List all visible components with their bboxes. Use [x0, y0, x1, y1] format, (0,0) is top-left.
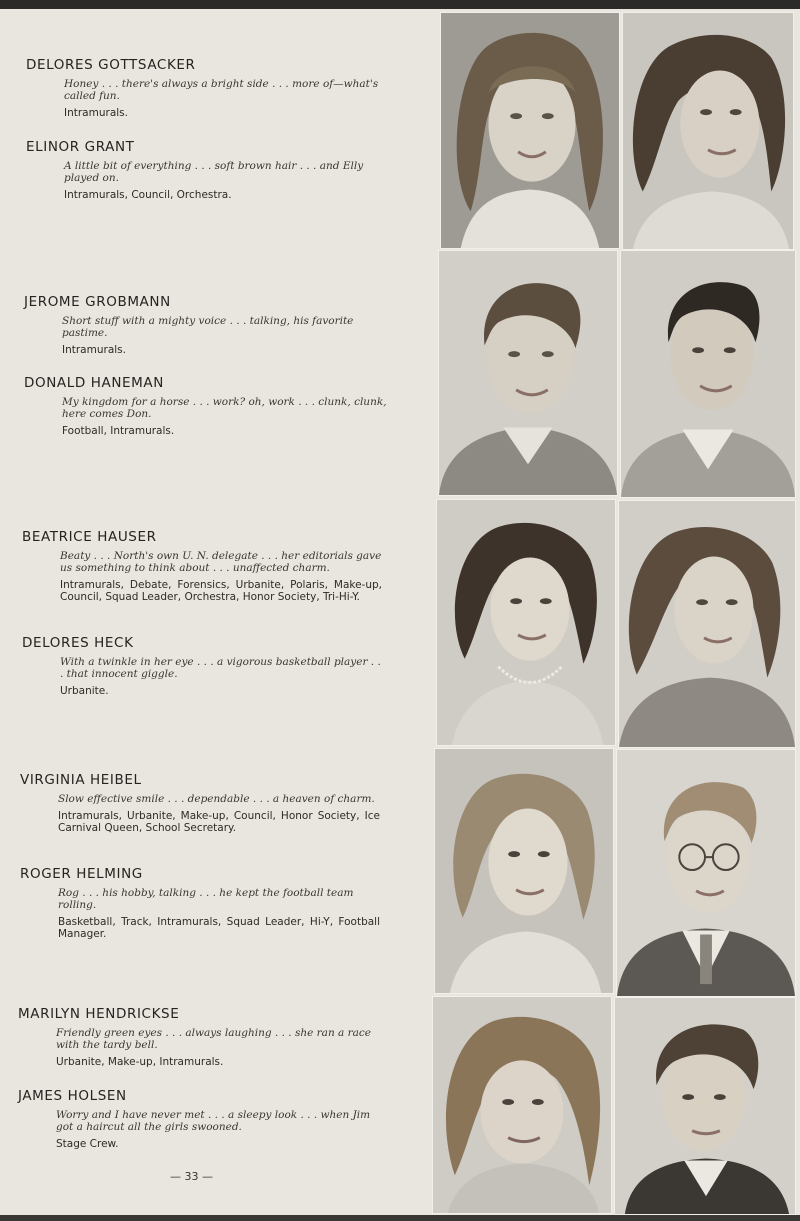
entry-holsen	[18, 1088, 388, 1150]
student-activities: Basketball, Track, Intramurals, Squad Leader, Hi-Y, Football Manager.	[58, 916, 380, 940]
student-name: JAMES HOLSEN	[18, 1088, 127, 1104]
portrait-photo-heibel	[434, 748, 614, 994]
student-activities: Urbanite.	[60, 685, 109, 697]
portrait-photo-helming	[616, 749, 796, 997]
student-activities: Stage Crew.	[56, 1138, 119, 1150]
student-activities: Intramurals, Urbanite, Make-up, Council, Honor Society, Ice Carnival Queen, School Secretary.	[58, 810, 380, 834]
portrait-photo-heck	[618, 500, 796, 748]
student-quote: A little bit of everything . . . soft brown hair . . . and Elly played on.	[64, 160, 364, 184]
student-quote: Rog . . . his hobby, talking . . . he kept the football team rolling.	[58, 887, 354, 911]
student-name: MARILYN HENDRICKSE	[18, 1006, 180, 1022]
scan-top-edge	[0, 0, 800, 9]
student-quote: Worry and I have never met . . . a sleepy look . . . when Jim got a haircut all the girls swooned.	[56, 1109, 371, 1133]
student-name: DONALD HANEMAN	[24, 375, 164, 391]
student-name: JEROME GROBMANN	[24, 294, 171, 310]
portrait-photo-haneman	[620, 250, 796, 498]
entry-haneman	[24, 375, 394, 437]
student-name: ROGER HELMING	[20, 866, 143, 882]
student-quote: My kingdom for a horse . . . work? oh, work . . . clunk, clunk, here comes Don.	[62, 396, 387, 420]
student-quote: With a twinkle in her eye . . . a vigorous basketball player . . . that innocent giggle.	[60, 656, 381, 680]
entry-hendrickse	[18, 1006, 388, 1068]
student-quote: Beaty . . . North's own U. N. delegate . . . her editorials gave us something to think about . . . unaffected charm.	[60, 550, 382, 574]
text-column	[0, 9, 436, 1215]
entry-helming	[20, 866, 390, 940]
student-activities: Intramurals.	[64, 107, 128, 119]
student-name: BEATRICE HAUSER	[22, 529, 157, 545]
entry-grobmann	[24, 294, 394, 356]
student-name: DELORES HECK	[22, 635, 134, 651]
student-activities: Intramurals.	[62, 344, 126, 356]
student-quote: Short stuff with a mighty voice . . . talking, his favorite pastime.	[62, 315, 354, 339]
student-name: DELORES GOTTSACKER	[26, 57, 196, 73]
student-activities: Football, Intramurals.	[62, 425, 175, 437]
portrait-photo-hendrickse	[432, 996, 612, 1214]
student-quote: Friendly green eyes . . . always laughing . . . she ran a race with the tardy bell.	[56, 1027, 372, 1051]
scan-bottom-edge	[0, 1215, 800, 1221]
student-name: ELINOR GRANT	[26, 139, 135, 155]
page-number: — 33 —	[170, 1170, 213, 1183]
entry-grant	[26, 139, 396, 201]
entry-heibel	[20, 772, 390, 834]
entry-hauser	[22, 529, 392, 603]
student-quote: Honey . . . there's always a bright side . . . more of—what's called fun.	[64, 78, 379, 102]
student-activities: Intramurals, Debate, Forensics, Urbanite, Polaris, Make-up, Council, Squad Leader, Orchestra, Honor Society, Tri-Hi-Y.	[60, 579, 382, 603]
portrait-photo-grobmann	[438, 250, 618, 496]
entry-heck	[22, 635, 392, 697]
student-activities: Intramurals, Council, Orchestra.	[64, 189, 232, 201]
portrait-photo-hauser	[436, 499, 616, 746]
portrait-photo-holsen	[614, 997, 796, 1215]
portrait-photo-gottsacker	[440, 12, 620, 249]
entry-gottsacker	[26, 57, 396, 119]
student-quote: Slow effective smile . . . dependable . . . a heaven of charm.	[58, 793, 375, 805]
student-activities: Urbanite, Make-up, Intramurals.	[56, 1056, 224, 1068]
portrait-photo-grant	[622, 12, 794, 250]
student-name: VIRGINIA HEIBEL	[20, 772, 142, 788]
